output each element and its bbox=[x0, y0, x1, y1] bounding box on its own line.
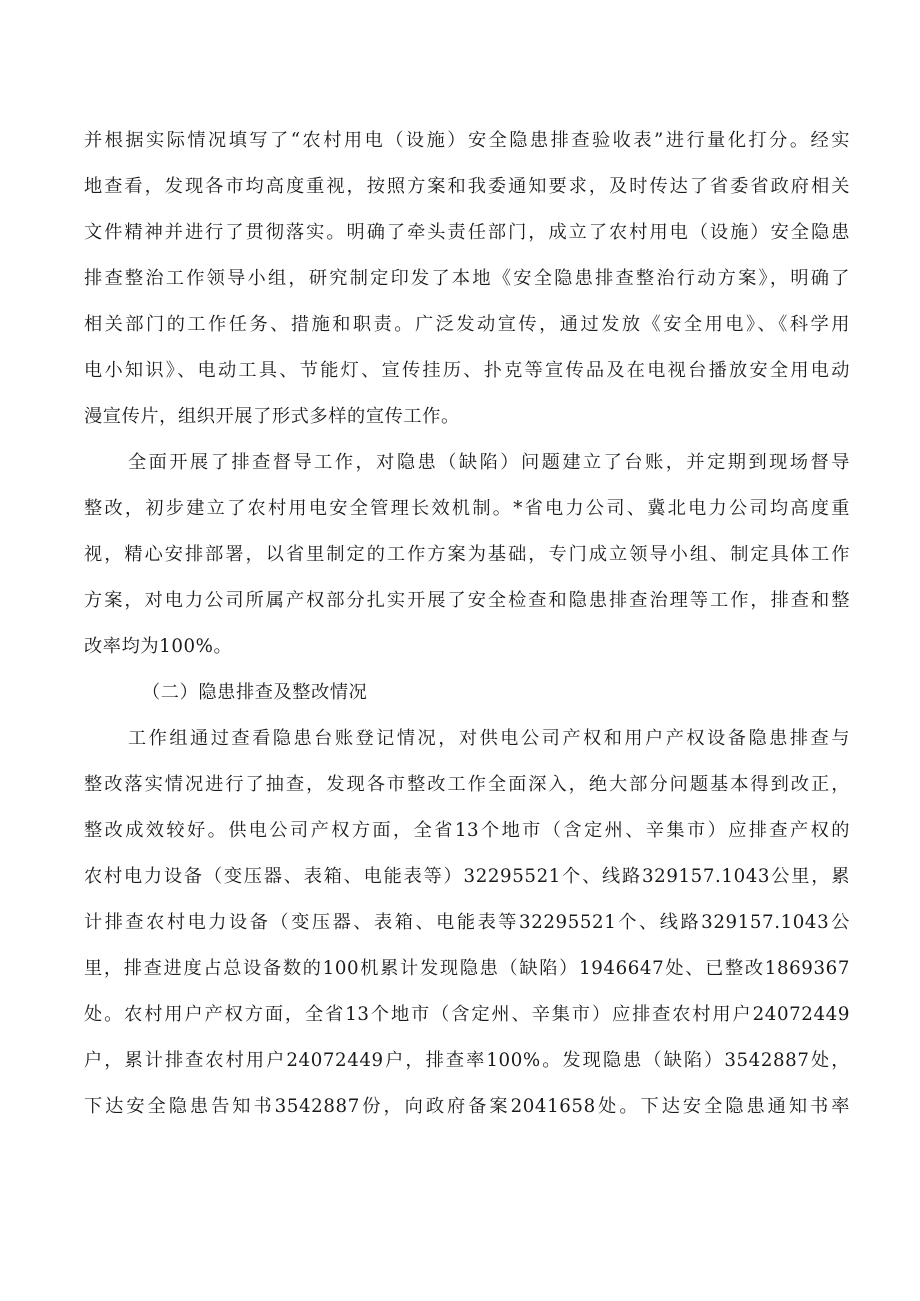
paragraph-1 bbox=[84, 118, 854, 440]
paragraph-line: 电小知识》、电动工具、节能灯、宣传挂历、扑克等宣传品及在电视台播放安全用电动 bbox=[84, 360, 850, 381]
paragraph-line: 地查看，发现各市均高度重视，按照方案和我委通知要求，及时传达了省委省政府相关 bbox=[84, 176, 850, 197]
paragraph-line: 全面开展了排查督导工作，对隐患（缺陷）问题建立了台账，并定期到现场督导 bbox=[128, 452, 850, 473]
paragraph-line: 处。农村用户产权方面，全省13个地市（含定州、辛集市）应排查农村用户24072449 bbox=[84, 1004, 850, 1025]
paragraph-line: 漫宣传片，组织开展了形式多样的宣传工作。 bbox=[84, 406, 460, 427]
document-page bbox=[84, 118, 854, 1130]
paragraph-line: 户，累计排查农村用户24072449户，排查率100%。发现隐患（缺陷）3542887处， bbox=[84, 1050, 850, 1071]
paragraph-line: 视，精心安排部署，以省里制定的工作方案为基础，专门成立领导小组、制定具体工作 bbox=[84, 544, 850, 565]
section-heading: （二）隐患排查及整改情况 bbox=[142, 682, 368, 703]
paragraph-line: 工作组通过查看隐患台账登记情况，对供电公司产权和用户产权设备隐患排查与 bbox=[128, 728, 850, 749]
paragraph-line: 里，排查进度占总设备数的100机累计发现隐患（缺陷）1946647处、已整改1869367 bbox=[84, 958, 850, 979]
paragraph-line: 方案，对电力公司所属产权部分扎实开展了安全检查和隐患排查治理等工作，排查和整 bbox=[84, 590, 850, 611]
paragraph-line: 计排查农村电力设备（变压器、表箱、电能表等32295521个、线路329157.1043公 bbox=[84, 912, 850, 933]
paragraph-2 bbox=[84, 440, 854, 670]
paragraph-line: 相关部门的工作任务、措施和职责。广泛发动宣传，通过发放《安全用电》、《科学用 bbox=[84, 314, 850, 335]
paragraph-line: 排查整治工作领导小组，研究制定印发了本地《安全隐患排查整治行动方案》，明确了 bbox=[84, 268, 850, 289]
paragraph-line: 整改成效较好。供电公司产权方面，全省13个地市（含定州、辛集市）应排查产权的 bbox=[84, 820, 850, 841]
paragraph-line: 农村电力设备（变压器、表箱、电能表等）32295521个、线路329157.1043公里，累 bbox=[84, 866, 850, 887]
paragraph-3 bbox=[84, 716, 854, 1130]
paragraph-line: 整改落实情况进行了抽查，发现各市整改工作全面深入，绝大部分问题基本得到改正， bbox=[84, 774, 850, 795]
paragraph-line: 整改，初步建立了农村用电安全管理长效机制。*省电力公司、冀北电力公司均高度重 bbox=[84, 498, 850, 519]
paragraph-line: 下达安全隐患告知书3542887份，向政府备案2041658处。下达安全隐患通知书率 bbox=[84, 1096, 850, 1117]
paragraph-line: 并根据实际情况填写了“农村用电（设施）安全隐患排查验收表”进行量化打分。经实 bbox=[84, 130, 850, 151]
paragraph-line: 改率均为100%。 bbox=[84, 636, 233, 657]
paragraph-line: 文件精神并进行了贯彻落实。明确了牵头责任部门，成立了农村用电（设施）安全隐患 bbox=[84, 222, 850, 243]
